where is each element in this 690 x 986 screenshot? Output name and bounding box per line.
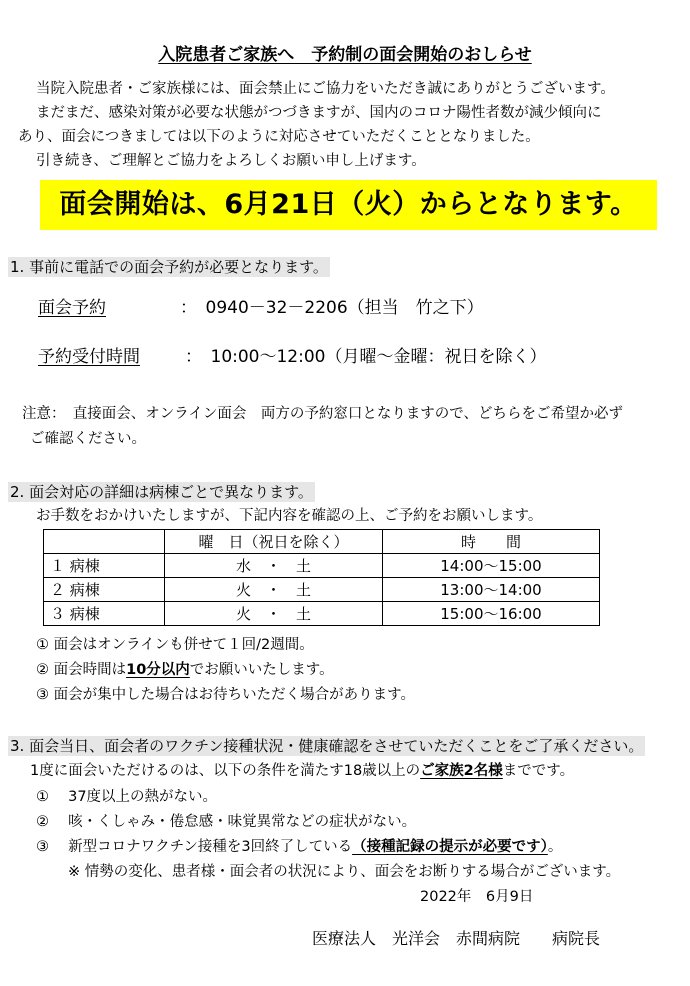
intro-line-4: 引き続き、ご理解とご協力をよろしくお願い申し上げます。 [36,153,426,169]
table-row [44,578,600,602]
time-cell: 13:00～14:00 [383,578,600,602]
ward-note-3: ③ 面会が集中した場合はお待ちいただく場合があります。 [36,687,415,703]
issue-date: 2022年 6月9日 [420,889,534,905]
ward-schedule-table [43,529,600,626]
reservation-phone: ： 0940－32－2206（担当 竹之下） [180,298,484,318]
intro-line-3: あり、面会につきましては以下のように対応させていただくこととなりました。 [18,129,540,145]
intro-line-2: まだまだ、感染対策が必要な状態がつづきますが、国内のコロナ陽性者数が減少傾向に [36,105,602,121]
hours-value: ： 10:00～12:00（月曜～金曜：祝日を除く） [185,347,547,367]
section-2-lead: お手数をおかけいたしますが、下記内容を確認の上、ご予約をお願いします。 [36,508,543,524]
day-cell: 火 ・ 土 [165,578,383,602]
section-1-heading: 1. 事前に電話での面会予約が必要となります。 [10,258,328,276]
section-3-lead: 1度に面会いただけるのは、以下の条件を満たす18歳以上のご家族2名様までです。 [30,763,575,779]
table-header-time: 時 間 [383,530,600,554]
ward-cell: １ 病棟 [44,554,165,578]
ward-cell: ３ 病棟 [44,602,165,626]
condition-2: ② 咳・くしゃみ・倦怠感・味覚異常などの症状がない。 [36,814,417,830]
section-2-heading: 2. 面会対応の詳細は病棟ごとで異なります。 [10,483,313,501]
ward-cell: ２ 病棟 [44,578,165,602]
page-title: 入院患者ご家族へ 予約制の面会開始のおしらせ [158,45,532,65]
day-cell: 火 ・ 土 [165,602,383,626]
remark: ※ 情勢の変化、患者様・面会者の状況により、面会をお断りする場合がございます。 [68,864,621,880]
time-cell: 15:00～16:00 [383,602,600,626]
time-cell: 14:00～15:00 [383,554,600,578]
ward-note-2: ② 面会時間は10分以内でお願いいたします。 [36,662,334,678]
intro-line-1: 当院入院患者・ご家族様には、面会禁止にご協力をいただき誠にありがとうございます。 [36,81,615,97]
start-date-banner: 面会開始は、6月21日（火）からとなります。 [40,180,657,230]
ward-note-1: ① 面会はオンラインも併せて１回/2週間。 [36,637,314,653]
section-3-heading: 3. 面会当日、面会者のワクチン接種状況・健康確認をさせていただくことをご了承ください。 [10,737,644,755]
table-header-row [44,530,600,554]
table-row [44,602,600,626]
table-row [44,554,600,578]
day-cell: 水 ・ 土 [165,554,383,578]
signature: 医療法人 光洋会 赤間病院 病院長 [312,929,601,948]
condition-1: ① 37度以上の熱がない。 [36,789,218,805]
note-line-1: 注意： 直接面会、オンライン面会 両方の予約窓口となりますので、どちらをご希望か必ず [22,406,624,422]
table-header-day: 曜 日（祝日を除く） [165,530,383,554]
condition-3: ③ 新型コロナワクチン接種を3回終了している（接種記録の提示が必要です）。 [36,839,563,855]
table-header-ward [44,530,165,554]
hours-label: 予約受付時間 [38,347,140,367]
reservation-label: 面会予約 [38,298,106,318]
note-line-2: ご確認ください。 [30,431,146,447]
